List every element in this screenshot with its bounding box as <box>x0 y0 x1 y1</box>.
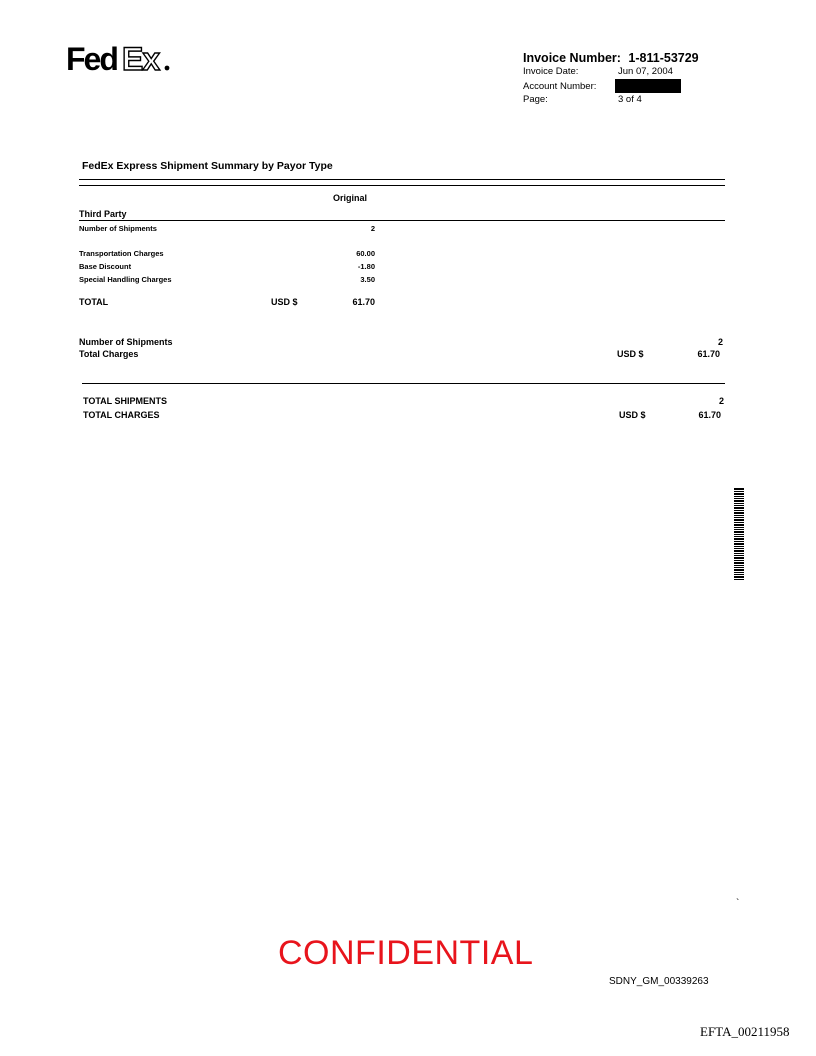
stray-mark: ` <box>736 898 740 909</box>
row-label-special-handling: Special Handling Charges <box>79 275 172 284</box>
row-label-shipments: Number of Shipments <box>79 224 157 233</box>
invoice-number: 1-811-53729 <box>628 51 699 65</box>
invoice-number-label: Invoice Number: <box>523 51 621 65</box>
row-label-transportation: Transportation Charges <box>79 249 164 258</box>
total-label: TOTAL <box>79 297 109 307</box>
row-value-shipments: 2 <box>370 224 375 233</box>
fedex-logo <box>66 40 176 76</box>
divider-payor <box>79 220 725 221</box>
divider-top-1 <box>79 179 725 180</box>
subtotal-shipments-label: Number of Shipments <box>79 337 173 347</box>
grand-shipments-label: TOTAL SHIPMENTS <box>83 396 168 406</box>
column-header-original: Original <box>333 193 368 203</box>
divider-top-2 <box>79 185 725 186</box>
grand-shipments-value: 2 <box>718 396 724 406</box>
payor-type-label: Third Party <box>79 209 127 219</box>
row-value-special-handling: 3.50 <box>360 275 375 284</box>
total-value: 61.70 <box>352 297 375 307</box>
summary-title: FedEx Express Shipment Summary by Payor Type <box>82 160 333 172</box>
logo-ex: Ex <box>122 41 160 76</box>
row-value-transportation: 60.00 <box>356 249 375 258</box>
subtotal-charges-label: Total Charges <box>79 349 139 359</box>
row-value-base-discount: -1.80 <box>357 262 375 271</box>
invoice-number-row <box>523 51 699 65</box>
account-number-redaction <box>615 79 681 93</box>
grand-charges-currency: USD $ <box>619 410 646 420</box>
bates-number: SDNY_GM_00339263 <box>609 976 709 987</box>
invoice-date-label: Invoice Date: <box>523 66 579 77</box>
invoice-date: Jun 07, 2004 <box>618 66 673 77</box>
barcode-graphic <box>734 488 744 580</box>
subtotal-shipments-value: 2 <box>717 337 723 347</box>
divider-grand-total <box>82 383 725 384</box>
confidential-stamp: CONFIDENTIAL <box>278 934 534 972</box>
total-currency: USD $ <box>271 297 298 307</box>
logo-fed: Fed <box>66 41 117 76</box>
grand-charges-value: 61.70 <box>698 410 721 420</box>
efta-number: EFTA_00211958 <box>700 1024 790 1039</box>
subtotal-charges-currency: USD $ <box>617 349 644 359</box>
page-label: Page: <box>523 94 548 105</box>
grand-charges-label: TOTAL CHARGES <box>83 410 160 420</box>
account-number-label: Account Number: <box>523 81 597 92</box>
page-value: 3 of 4 <box>618 94 642 105</box>
subtotal-charges-value: 61.70 <box>697 349 720 359</box>
row-label-base-discount: Base Discount <box>79 262 132 271</box>
